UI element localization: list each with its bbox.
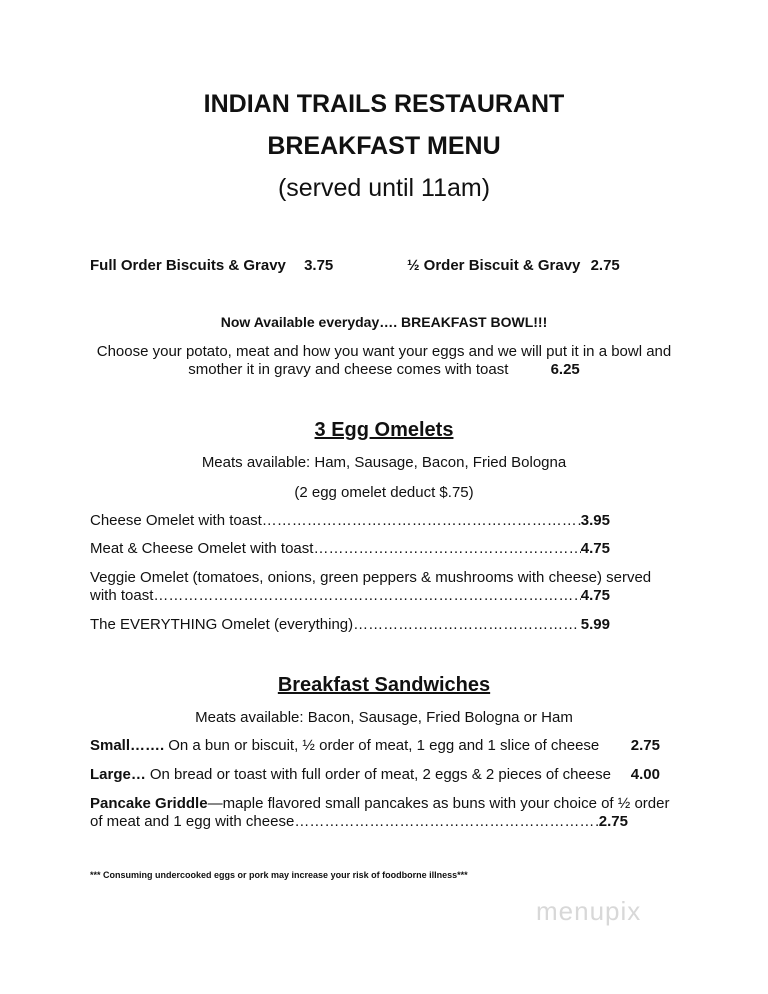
restaurant-name: INDIAN TRAILS RESTAURANT <box>203 90 565 118</box>
biscuits-half-price: 2.75 <box>590 257 620 274</box>
item-desc: —maple flavored small pancakes as buns with your choice of ½ order <box>207 795 670 812</box>
omelets-title: 3 Egg Omelets <box>314 419 454 441</box>
bowl-desc-line1: Choose your potato, meat and how you want your eggs and we will put it in a bowl and <box>96 343 672 360</box>
biscuits-full-label: Full Order Biscuits & Gravy <box>90 257 286 274</box>
watermark-logo: menupix <box>536 896 642 926</box>
item-price: 5.99 <box>580 616 610 633</box>
bowl-price: 6.25 <box>550 361 580 378</box>
item-price: 4.75 <box>580 587 610 604</box>
item-name: Meat & Cheese Omelet with toast <box>90 540 314 557</box>
item-name: Cheese Omelet with toast <box>90 512 262 529</box>
item-desc: On a bun or biscuit, ½ order of meat, 1 egg and 1 slice of cheese <box>168 737 600 754</box>
menu-item <box>90 766 660 783</box>
bowl-desc-line2 <box>0 361 768 378</box>
item-price: 2.75 <box>630 737 660 754</box>
sandwiches-meats: Meats available: Bacon, Sausage, Fried Bologna or Ham <box>195 709 573 726</box>
served-hours: (served until 11am) <box>277 174 491 202</box>
item-name-line1: Veggie Omelet (tomatoes, onions, green peppers & mushrooms with cheese) served <box>90 569 652 586</box>
sandwiches-title: Breakfast Sandwiches <box>277 674 491 696</box>
item-name: Large… <box>90 766 146 783</box>
bowl-headline: Now Available everyday…. BREAKFAST BOWL!!! <box>220 314 548 330</box>
menu-title: BREAKFAST MENU <box>267 132 501 160</box>
item-desc: On bread or toast with full order of meat, 2 eggs & 2 pieces of cheese <box>149 766 611 783</box>
menu-item <box>90 813 628 830</box>
omelets-note: (2 egg omelet deduct $.75) <box>294 484 474 501</box>
biscuits-full <box>90 257 333 274</box>
biscuits-half <box>407 257 620 274</box>
item-price: 2.75 <box>598 813 628 830</box>
foodborne-warning: *** Consuming undercooked eggs or pork may increase your risk of foodborne illness*** <box>90 870 468 880</box>
menu-item <box>90 587 610 604</box>
biscuits-half-label: ½ Order Biscuit & Gravy <box>407 257 581 274</box>
item-name: with toast <box>90 587 154 604</box>
omelets-meats: Meats available: Ham, Sausage, Bacon, Fried Bologna <box>201 454 567 471</box>
item-price: 4.00 <box>630 766 660 783</box>
menu-item-line1 <box>90 795 669 812</box>
bowl-desc-text: smother it in gravy and cheese comes with toast <box>188 361 509 378</box>
item-name: The EVERYTHING Omelet (everything) <box>90 616 354 633</box>
item-price: 3.95 <box>580 512 610 529</box>
item-price: 4.75 <box>580 540 610 557</box>
menu-item <box>90 616 610 633</box>
menu-item <box>90 540 610 557</box>
item-desc: of meat and 1 egg with cheese <box>90 813 295 830</box>
item-name: Pancake Griddle <box>90 795 208 812</box>
item-name: Small……. <box>90 737 165 754</box>
menu-item <box>90 512 610 529</box>
biscuits-full-price: 3.75 <box>304 257 334 274</box>
menu-item <box>90 737 660 754</box>
